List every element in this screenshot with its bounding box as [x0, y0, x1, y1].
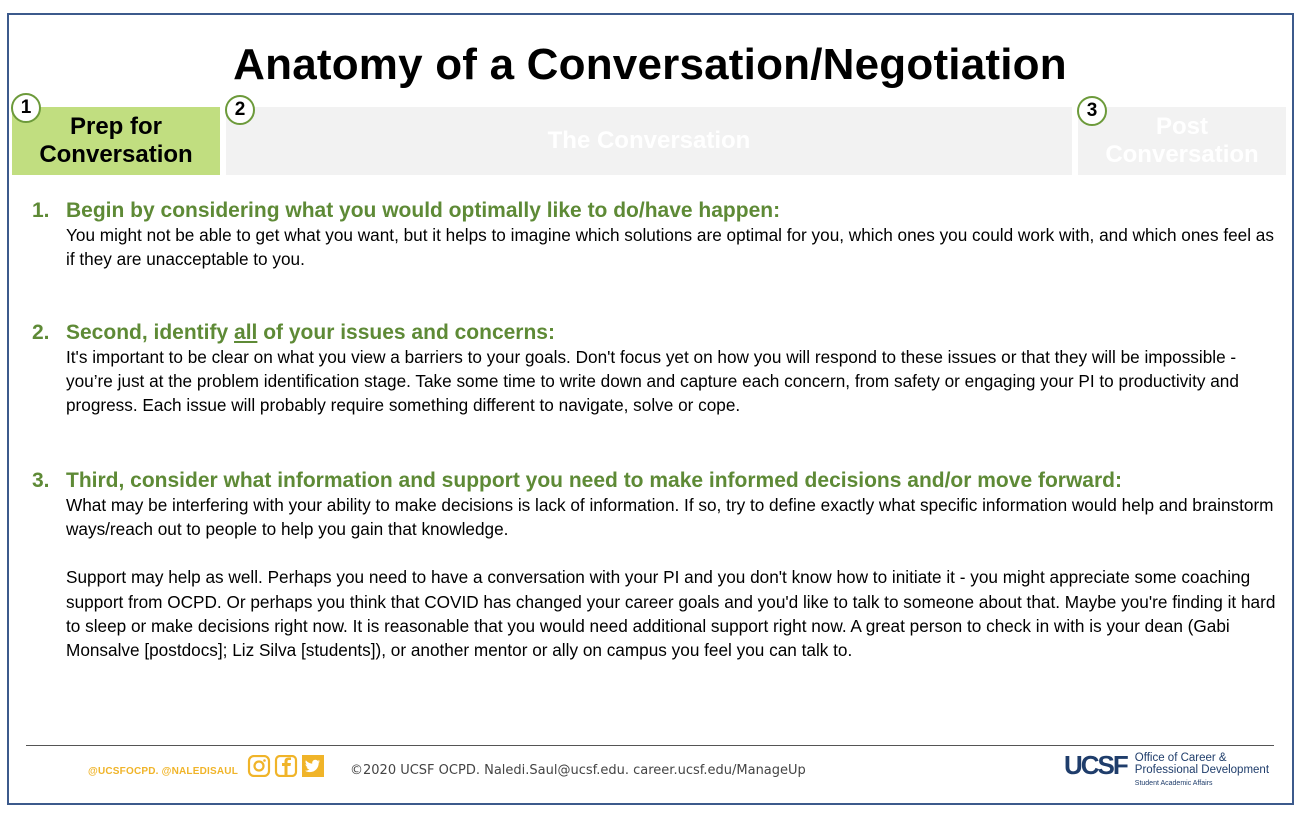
ucsf-office-text [1135, 752, 1269, 790]
step-3-label-line2: Conversation [1105, 141, 1259, 168]
item-1-heading [32, 199, 1282, 223]
facebook-icon[interactable] [274, 755, 298, 777]
list-item-1 [32, 199, 1282, 271]
step-1-number-badge: 1 [11, 93, 41, 123]
item-3-paragraph-1: What may be interfering with your ability to make decisions is lack of information. If so, try to define exactly what specific information would help and brainstorm ways/reach out to people to help you gain that knowledge. [66, 495, 1274, 540]
page-title: Anatomy of a Conversation/Negotiation [233, 40, 1067, 89]
item-2-paragraph: It's important to be clear on what you view a barriers to your goals. Don't focus yet on how you will respond to these issues or that they will be impossible - you’re just at the problem identification stage. Take some time to write down and capture each concern, from safety or engaging your PI to productivity and progress. Each issue will probably require something different to navigate, solve or cope. [66, 347, 1239, 416]
item-2-heading-text [66, 321, 555, 345]
footer-divider [26, 745, 1274, 746]
copyright-text: ©2020 UCSF OCPD. Naledi.Saul@ucsf.edu. career.ucsf.edu/ManageUp [350, 763, 806, 778]
office-line-3: Student Academic Affairs [1134, 780, 1213, 787]
twitter-icon[interactable] [301, 755, 325, 777]
step-1-label-line2: Conversation [39, 141, 193, 168]
office-line-2: Professional Development [1134, 764, 1270, 776]
item-3-heading-text: Third, consider what information and support you need to make informed decisions and/or move forward: [66, 469, 1122, 492]
item-1-body [66, 223, 1282, 271]
step-2-number-badge: 2 [225, 95, 255, 125]
step-post-box [1078, 107, 1286, 175]
step-3-number-badge: 3 [1077, 96, 1107, 126]
step-1-label-line1: Prep for [69, 113, 162, 140]
item-2-heading-underline: all [234, 321, 258, 344]
instagram-icon[interactable] [247, 755, 271, 777]
step-conversation-box [226, 107, 1072, 175]
item-2-number: 2. [32, 321, 50, 344]
step-3-label-line1: Post [1155, 113, 1208, 140]
list-item-3 [32, 469, 1282, 662]
item-2-body [66, 345, 1282, 418]
item-1-number: 1. [32, 199, 50, 222]
list-item-2 [32, 321, 1282, 418]
item-2-heading-pre: Second, identify [66, 321, 235, 344]
social-handles: @UCSFOCPD. @NALEDISAUL [88, 766, 239, 777]
ucsf-logo-mark: UCSF [1064, 750, 1127, 780]
item-3-paragraph-2: Support may help as well. Perhaps you need to have a conversation with your PI and you don't know how to initiate it - you might appreciate some coaching support from OCPD. Or perhaps you think that COVID has changed your career goals and you'd like to talk to someone about that. Maybe you're finding it hard to sleep or make decisions right now. It is reasonable that you would need additional support right now. A great person to check in with is your dean (Gabi Monsalve [postdocs]; Liz Silva [students]), or another mentor or ally on campus you feel you can talk to. [66, 567, 1276, 661]
item-1-heading-text: Begin by considering what you would optimally like to do/have happen: [66, 199, 781, 222]
social-icons [247, 755, 325, 777]
item-3-heading [32, 469, 1282, 493]
item-3-body [66, 493, 1282, 662]
step-2-label: The Conversation [547, 127, 751, 154]
item-3-number: 3. [32, 469, 50, 492]
item-2-heading-post: of your issues and concerns: [257, 321, 555, 344]
step-prep-box [12, 107, 220, 175]
item-2-heading [32, 321, 1282, 345]
office-line-1: Office of Career & [1134, 752, 1227, 764]
ucsf-logo [1064, 752, 1269, 790]
item-1-paragraph: You might not be able to get what you want, but it helps to imagine which solutions are optimal for you, which ones you could work with, and which ones feel as if they are unacceptable to you. [66, 225, 1274, 270]
